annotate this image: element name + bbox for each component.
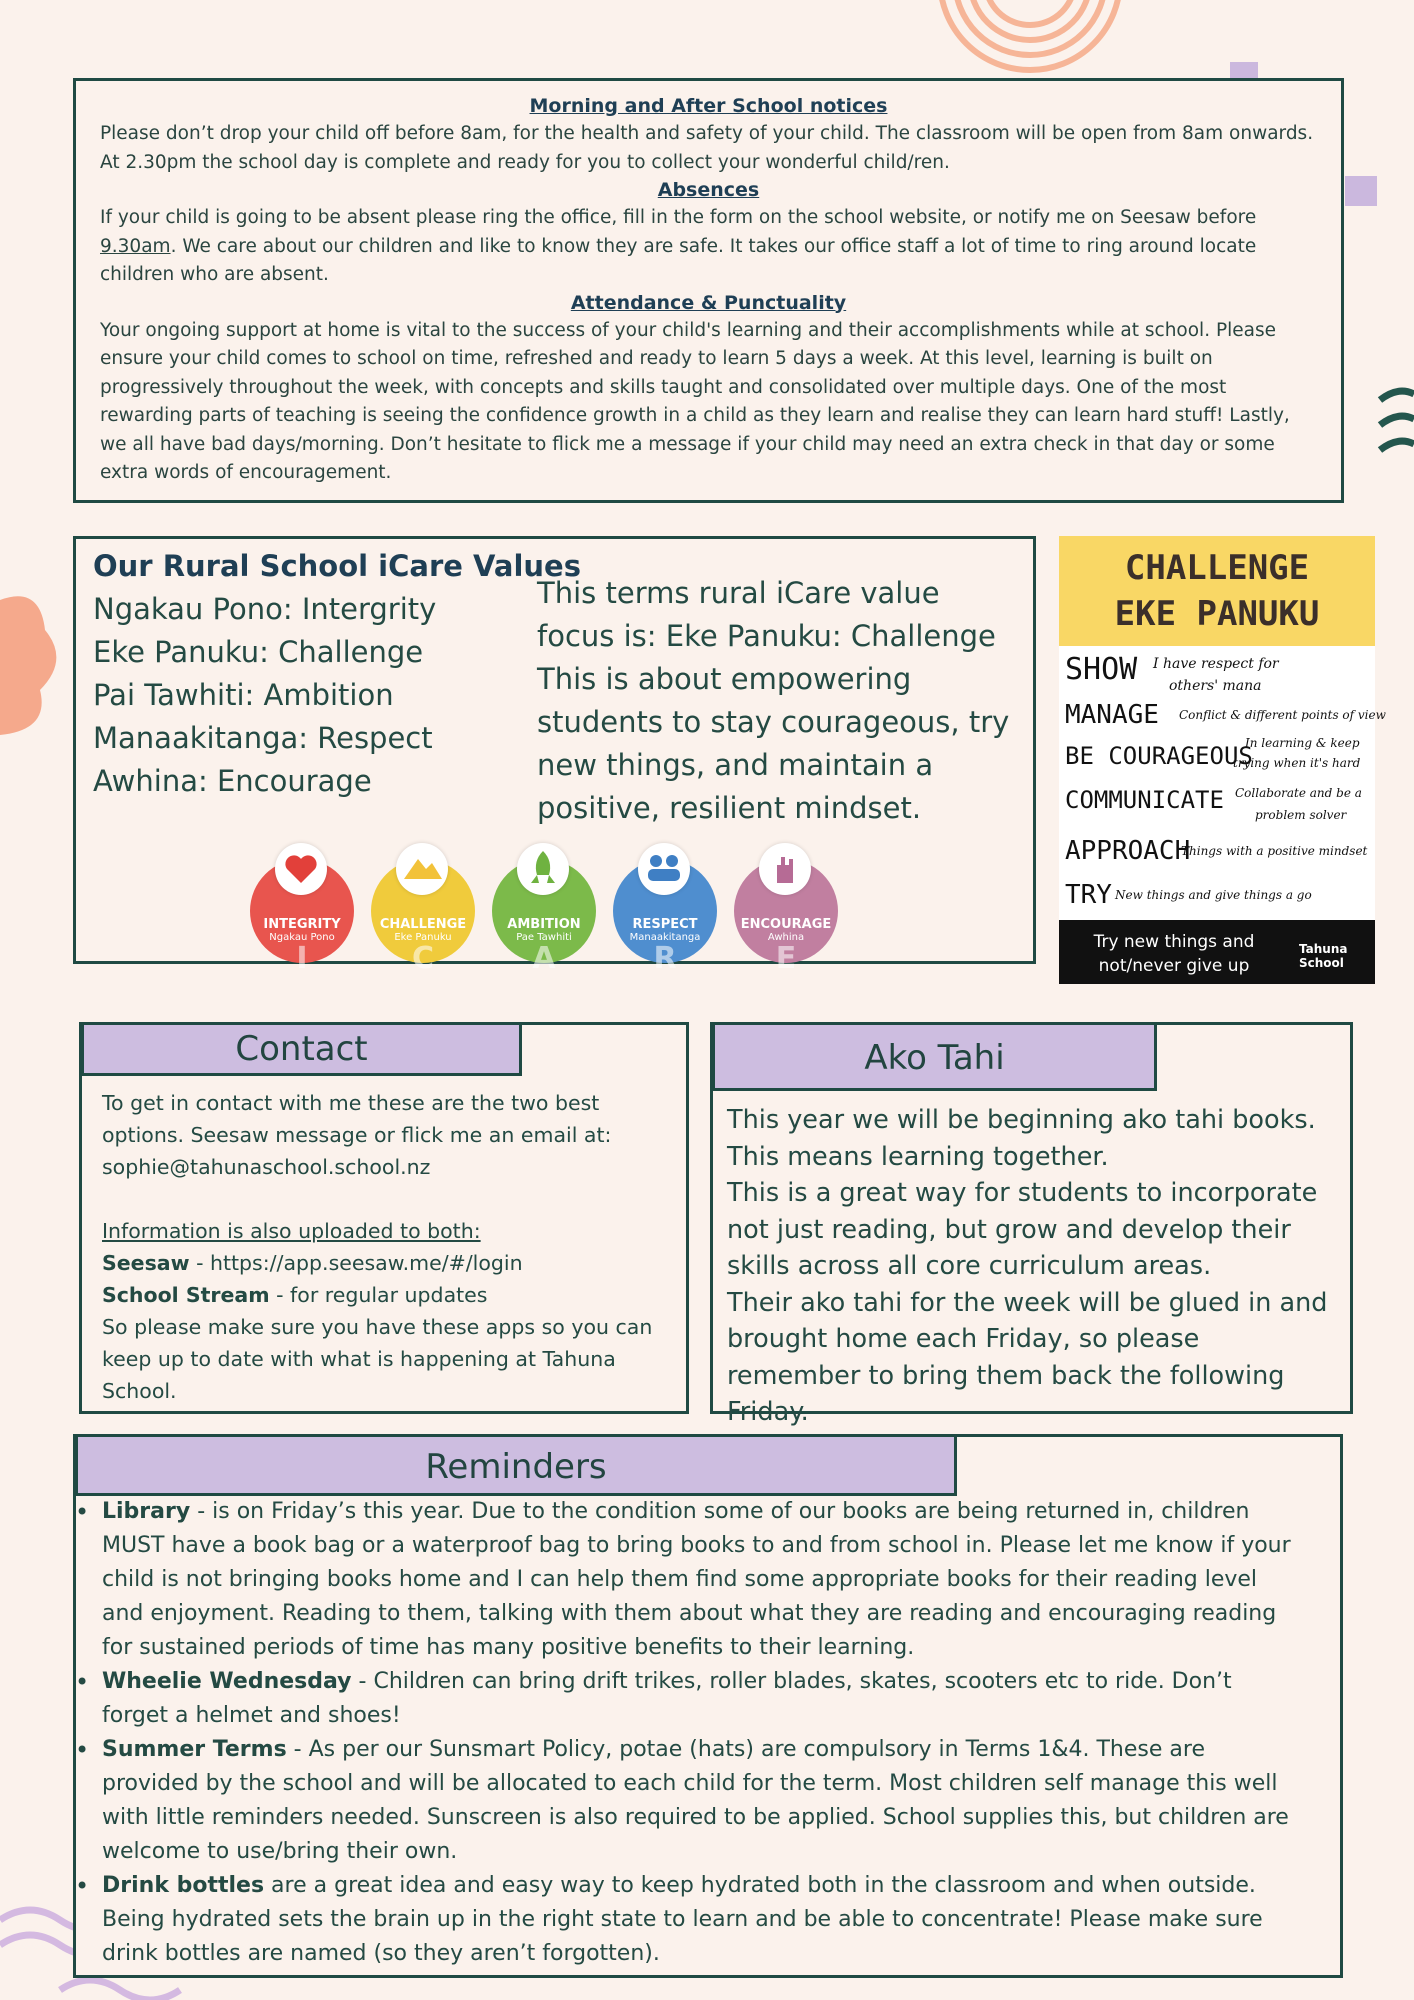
badge-ambition [492, 859, 596, 976]
poster-row-word: TRY [1065, 880, 1112, 910]
school-logo-text: School [1299, 956, 1344, 970]
poster-footer [1059, 920, 1375, 984]
badge-respect [613, 859, 717, 976]
value-item: Eke Panuku: Challenge [93, 635, 424, 669]
reminder-item [75, 1495, 1302, 1665]
reminder-text: are a great idea and easy way to keep hydrated both in the classroom and when outside. Being hydrated sets the brain up in the right state to learn and be able to concentrate! Please make sure drink bottles are named (so they aren’t forgotten). [102, 1873, 1263, 1966]
absences-heading: Absences [657, 179, 760, 201]
badge-title: INTEGRITY [263, 917, 341, 932]
heart-icon [275, 843, 327, 895]
reminder-label: Wheelie Wednesday [102, 1669, 352, 1694]
contact-closing: So please make sure you have these apps so you can keep up to date with what is happening at Tahuna School. [102, 1315, 653, 1403]
poster-row-note: I have respect for [1153, 656, 1279, 672]
poster-row [1065, 880, 1312, 910]
people-icon [638, 843, 690, 895]
ako-tahi-content [727, 1102, 1339, 1431]
badge-letter: R [653, 941, 677, 976]
badge-encourage [734, 859, 838, 976]
contact-intro: To get in contact with me these are the two best options. Seesaw message or flick me an email at: [102, 1091, 612, 1147]
poster-footer-line: Try new things and [1093, 932, 1255, 952]
reminder-item [75, 1869, 1302, 1971]
challenge-poster [1059, 536, 1386, 984]
poster-row-word: SHOW [1065, 652, 1138, 687]
ako-paragraph: This is a great way for students to incorporate not just reading, but grow and develop their skills across all core curriculum areas. [727, 1178, 1318, 1281]
badge-title: CHALLENGE [379, 917, 467, 932]
contact-heading: Contact [81, 1022, 522, 1076]
attendance-heading: Attendance & Punctuality [570, 291, 847, 314]
stream-text: - for regular updates [269, 1283, 488, 1307]
reminder-item [75, 1733, 1302, 1869]
reminder-text: - Children can bring drift trikes, roller blades, skates, scooters etc to ride. Don’t forget a helmet and shoes! [102, 1669, 1232, 1728]
poster-row-note: Things with a positive mindset [1181, 844, 1368, 858]
flower-decoration [0, 596, 56, 735]
bullet-icon: • [75, 1872, 90, 1900]
reminder-text: - is on Friday’s this year. Due to the condition some of our books are being returned in, children MUST have a book bag or a waterproof bag to bring books to and from school in. Please let me know if your child is not bringing books home and I can help them find some appropriate books for their reading level and enjoyment. Reading to them, talking with them about what they are reading and encouraging reading for sustained periods of time has many positive benefits to their learning. [102, 1499, 1291, 1660]
value-item: Ngakau Pono: Intergrity [93, 592, 437, 626]
poster-row [1065, 700, 1386, 730]
seesaw-label: Seesaw [102, 1251, 190, 1275]
badge-title: RESPECT [632, 917, 698, 932]
badge-letter: E [775, 941, 797, 976]
badge-letter: A [532, 941, 556, 976]
ako-paragraph: This year we will be beginning ako tahi books. This means learning together. [727, 1105, 1316, 1172]
poster-row-word: MANAGE [1065, 700, 1159, 730]
poster-row [1065, 736, 1361, 770]
reminders-heading: Reminders [75, 1434, 957, 1496]
icare-focus-text: This terms rural iCare value focus is: Eke Panuku: Challenge This is about empowering students to stay courageous, try new things, and maintain a positive, resilient mindset. [537, 576, 1010, 825]
badge-title: ENCOURAGE [740, 917, 832, 932]
badge-letter: I [296, 941, 308, 976]
badge-integrity [250, 859, 354, 976]
value-item: Awhina: Encourage [93, 764, 372, 798]
badge-subtitle: Ngakau Pono [269, 932, 335, 943]
icare-badges [248, 829, 928, 976]
poster-row-note: trying when it's hard [1233, 756, 1361, 770]
stream-label: School Stream [102, 1283, 270, 1307]
morning-notices-heading: Morning and After School notices [529, 95, 888, 117]
contact-content [102, 1087, 672, 1407]
poster-header [1059, 536, 1375, 646]
badge-subtitle: Awhina [767, 932, 805, 943]
reminder-label: Drink bottles [102, 1873, 265, 1898]
badge-title: AMBITION [507, 917, 581, 932]
badge-subtitle: Pae Tawhiti [516, 932, 572, 943]
value-item: Pai Tawhiti: Ambition [93, 678, 394, 712]
poster-row-note: Conflict & different points of view [1179, 708, 1386, 722]
absences-text [100, 204, 1317, 290]
spacer [102, 1183, 672, 1215]
seesaw-line [102, 1247, 672, 1279]
poster-row-word: COMMUNICATE [1065, 786, 1224, 814]
reminder-text: - As per our Sunsmart Policy, potae (hats) are compulsory in Terms 1&4. These are provided by the school and will be allocated to each child for the term. Most children self manage this well with little reminders needed. Sunscreen is also required to be applied. School supplies this, but children are welcome to use/bring their own. [102, 1737, 1289, 1864]
morning-notices-text: Please don’t drop your child off before 8am, for the health and safety of your child. The classroom will be open from 8am onwards. At 2.30pm the school day is complete and ready for you to collect your wonderful child/ren. [100, 123, 1314, 173]
absences-text-part: If your child is going to be absent please ring the office, fill in the form on the school website, or notify me on Seesaw before [100, 207, 1257, 228]
icare-values-box [73, 536, 1036, 976]
poster-row-note: Collaborate and be a [1235, 786, 1362, 800]
poster-row-note: others' mana [1169, 678, 1262, 694]
mountain-icon [396, 843, 448, 895]
hand-icon [759, 843, 811, 895]
stream-line [102, 1279, 672, 1311]
contact-email[interactable]: sophie@tahunaschool.school.nz [102, 1155, 431, 1179]
value-item: Manaakitanga: Respect [93, 721, 433, 755]
badge-challenge [371, 859, 475, 976]
attendance-text: Your ongoing support at home is vital to the success of your child's learning and their accomplishments while at school. Please ensure your child comes to school on time, refreshed and ready to learn 5 days a week. At this level, learning is built on progressively throughout the week, with concepts and skills taught and consolidated over multiple days. One of the most rewarding parts of teaching is seeing the confidence growth in a child as they learn and realise they can learn hard stuff! Lastly, we all have bad days/morning. Don’t hesitate to flick me a message if your child may need an extra check in that day or some extra words of encouragement. [100, 319, 1290, 483]
rocket-icon [517, 843, 569, 895]
icare-values-list [93, 588, 436, 803]
poster-row-note: problem solver [1255, 808, 1347, 822]
purple-square-decoration [1345, 176, 1377, 206]
poster-row [1065, 836, 1368, 866]
poster-title-1: CHALLENGE [1124, 548, 1310, 588]
uploaded-note: Information is also uploaded to both: [102, 1219, 481, 1243]
bullet-icon: • [75, 1668, 90, 1696]
poster-footer-line: not/never give up [1098, 956, 1250, 976]
absences-text-part: . We care about our children and like to know they are safe. It takes our office staff a lot of time to ring around locate children who are absent. [100, 235, 1257, 285]
poster-title-2: EKE PANUKU [1114, 594, 1320, 634]
notices-box [73, 78, 1344, 503]
wave-decoration [1380, 391, 1414, 450]
poster-row-note: In learning & keep [1245, 736, 1360, 750]
ako-paragraph: Their ako tahi for the week will be glued in and brought home each Friday, so please remember to bring them back the following Friday. [727, 1287, 1328, 1427]
poster-row-note: New things and give things a go [1115, 888, 1312, 902]
poster-row-word: APPROACH [1065, 836, 1191, 866]
bullet-icon: • [75, 1498, 90, 1526]
bullet-icon: • [75, 1736, 90, 1764]
absence-time: 9.30am [100, 235, 171, 257]
reminder-item [75, 1665, 1302, 1733]
poster-row-word: BE COURAGEOUS [1065, 742, 1253, 770]
ako-tahi-heading: Ako Tahi [712, 1022, 1157, 1091]
school-logo-text: Tahuna [1299, 942, 1348, 956]
reminder-label: Library [102, 1499, 191, 1524]
poster-row [1065, 786, 1362, 822]
badge-subtitle: Eke Panuku [394, 932, 452, 943]
reminder-label: Summer Terms [102, 1737, 287, 1762]
badge-subtitle: Manaakitanga [629, 932, 701, 943]
concentric-arcs-decoration [940, 0, 1120, 70]
icare-title: Our Rural School iCare Values [93, 549, 581, 583]
badge-letter: C [411, 941, 435, 976]
seesaw-link[interactable]: - https://app.seesaw.me/#/login [189, 1251, 523, 1275]
poster-row [1065, 652, 1279, 694]
